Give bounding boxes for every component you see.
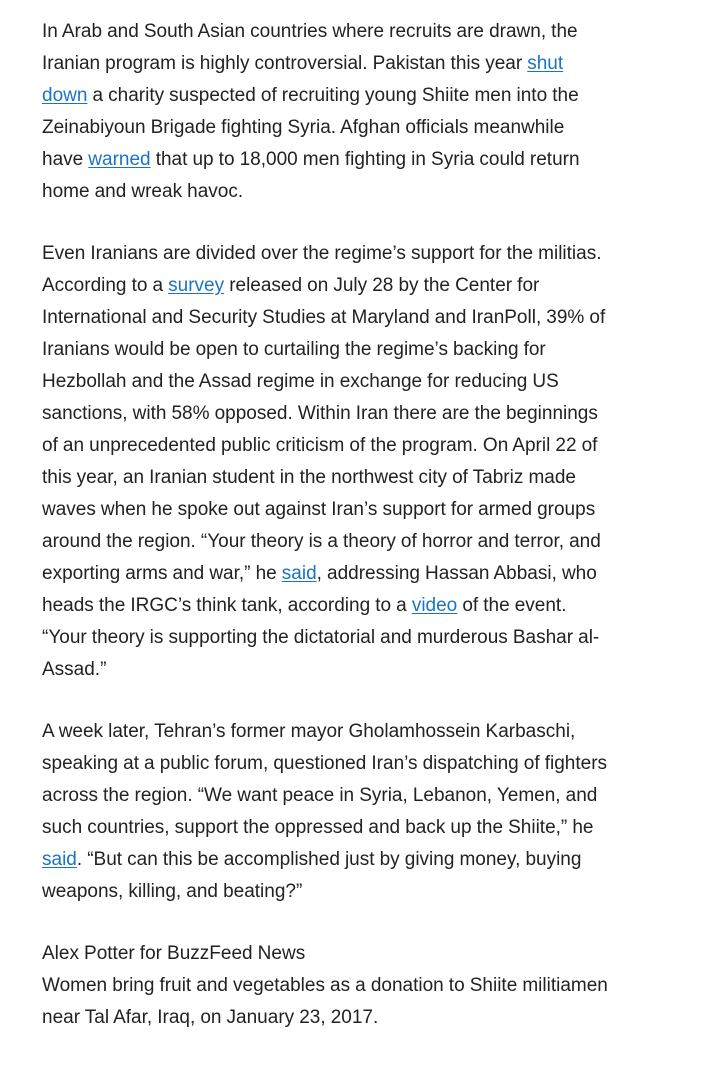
- link-video[interactable]: video: [411, 595, 458, 616]
- link-shut-down-continued[interactable]: down: [42, 85, 88, 106]
- photo-caption: [42, 938, 682, 1034]
- text-line: Even Iranians are divided over the regime’s support for the militias.: [42, 243, 602, 264]
- text-line: A week later, Tehran’s former mayor Gholamhossein Karbaschi,: [42, 721, 576, 742]
- text-line: heads the IRGC’s think tank, according to a video of the event.: [42, 595, 567, 616]
- text-line: sanctions, with 58% opposed. Within Iran there are the beginnings: [42, 403, 598, 424]
- link-said-student[interactable]: said: [281, 563, 317, 584]
- text-line: waves when he spoke out against Iran’s support for armed groups: [42, 499, 596, 520]
- text-line: have warned that up to 18,000 men fighting in Syria could return: [42, 149, 580, 170]
- link-warned[interactable]: warned: [88, 149, 151, 170]
- paragraph-recruits-controversy: [42, 16, 682, 208]
- text-line: said. “But can this be accomplished just by giving money, buying: [42, 849, 582, 870]
- caption-line: Women bring fruit and vegetables as a donation to Shiite militiamen: [42, 975, 608, 996]
- photo-credit: Alex Potter for BuzzFeed News: [42, 943, 306, 964]
- text-line: speaking at a public forum, questioned Iran’s dispatching of fighters: [42, 753, 608, 774]
- text-line: “Your theory is supporting the dictatorial and murderous Bashar al-: [42, 627, 600, 648]
- caption-line: near Tal Afar, Iraq, on January 23, 2017.: [42, 1007, 379, 1028]
- text-line: exporting arms and war,” he said, addressing Hassan Abbasi, who: [42, 563, 597, 584]
- text-line: Assad.”: [42, 659, 107, 680]
- link-survey[interactable]: survey: [168, 275, 225, 296]
- text-line: Zeinabiyoun Brigade fighting Syria. Afghan officials meanwhile: [42, 117, 565, 138]
- text-line: Iranians would be open to curtailing the regime’s backing for: [42, 339, 546, 360]
- link-said-karbaschi[interactable]: said: [42, 849, 77, 870]
- text-line: Hezbollah and the Assad regime in exchange for reducing US: [42, 371, 559, 392]
- text-line: In Arab and South Asian countries where recruits are drawn, the: [42, 21, 578, 42]
- text-line: of an unprecedented public criticism of the program. On April 22 of: [42, 435, 598, 456]
- text-line: weapons, killing, and beating?”: [42, 881, 303, 902]
- paragraph-iranians-divided: [42, 238, 682, 686]
- text-line: such countries, support the oppressed and back up the Shiite,” he: [42, 817, 594, 838]
- link-shut-down[interactable]: shut: [527, 53, 564, 74]
- text-line: around the region. “Your theory is a theory of horror and terror, and: [42, 531, 601, 552]
- article-body: [42, 16, 682, 1034]
- text-line: International and Security Studies at Maryland and IranPoll, 39% of: [42, 307, 606, 328]
- text-line: Iranian program is highly controversial. Pakistan this year shut: [42, 53, 564, 74]
- text-line: According to a survey released on July 28 by the Center for: [42, 275, 540, 296]
- text-line: down a charity suspected of recruiting young Shiite men into the: [42, 85, 579, 106]
- paragraph-karbaschi: [42, 716, 682, 908]
- text-line: home and wreak havoc.: [42, 181, 244, 202]
- text-line: this year, an Iranian student in the northwest city of Tabriz made: [42, 467, 576, 488]
- text-line: across the region. “We want peace in Syria, Lebanon, Yemen, and: [42, 785, 598, 806]
